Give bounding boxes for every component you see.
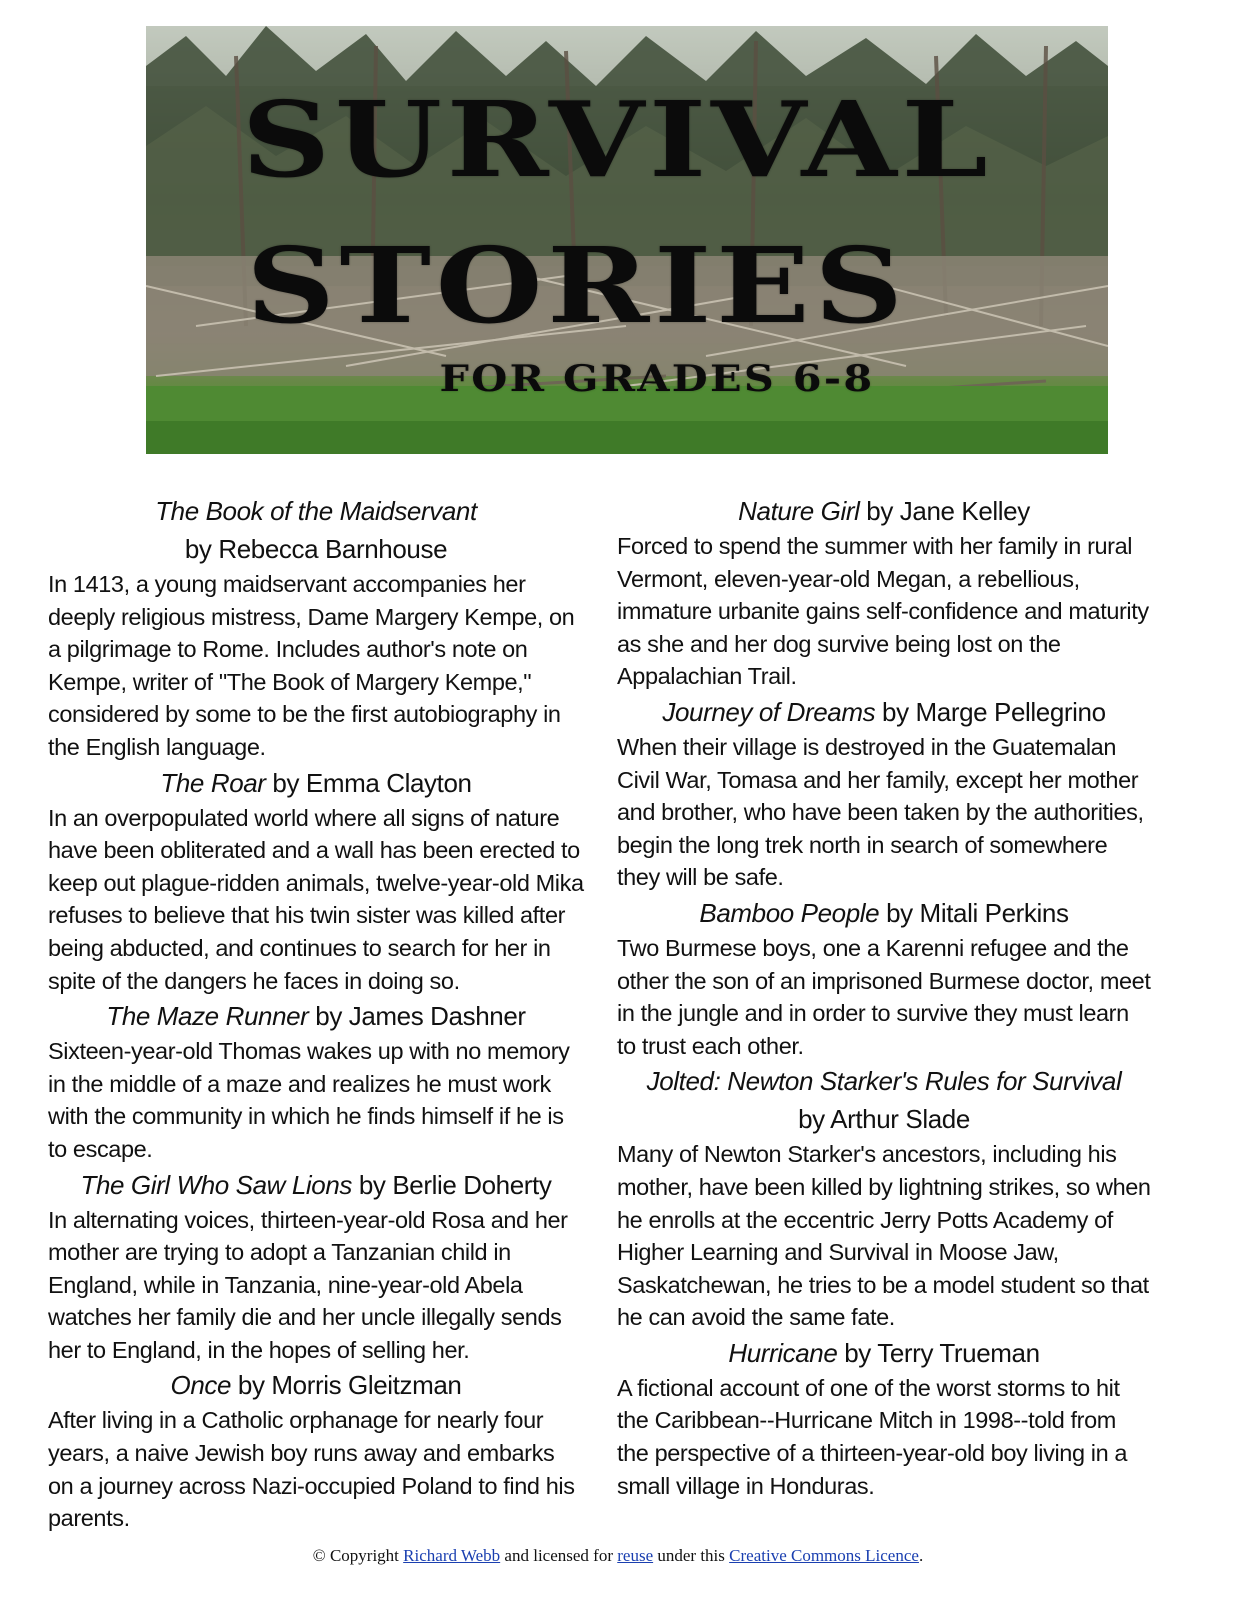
license-link[interactable]: Creative Commons Licence — [729, 1546, 919, 1565]
book-description: In 1413, a young maidservant accompanies her deeply religious mistress, Dame Margery Kempe, on a pilgrimage to Rome. Includes author's note on Kempe, writer of "The Book of Margery Kempe," considered by some to be the first autobiography in the English language. — [48, 571, 575, 760]
footer-text: and licensed for — [504, 1546, 613, 1565]
book-entry — [617, 693, 1151, 894]
book-description: Two Burmese boys, one a Karenni refugee and the other the son of an imprisoned Burmese doctor, meet in the jungle and in order to survive they must learn to trust each other. — [617, 934, 1151, 1059]
copyright-prefix: © Copyright — [312, 1546, 399, 1565]
author-link[interactable]: Richard Webb — [403, 1546, 501, 1565]
book-entry — [48, 997, 584, 1165]
book-entry — [617, 1062, 1151, 1334]
book-description: Many of Newton Starker's ancestors, including his mother, have been killed by lightning strikes, so when he enrolls at the eccentric Jerry Potts Academy of Higher Learning and Survival in Moose Jaw, Saskatchewan, he tries to be a model student so that he can avoid the same fate. — [617, 1141, 1151, 1331]
book-description: When their village is destroyed in the Guatemalan Civil War, Tomasa and her family, except her mother and brother, who have been taken by the authorities, begin the long trek north in search of somewhere they will be safe. — [617, 733, 1144, 891]
book-entry — [48, 1166, 584, 1367]
book-entry — [48, 764, 584, 998]
book-description: Sixteen-year-old Thomas wakes up with no memory in the middle of a maze and realizes he must work with the community in which he finds himself if he is to escape. — [48, 1038, 570, 1162]
book-title: The Book of the Maidservant — [155, 496, 477, 526]
book-author: by Arthur Slade — [798, 1104, 970, 1135]
book-title: Hurricane by Terry Trueman — [728, 1337, 1040, 1368]
right-column — [617, 492, 1151, 1502]
book-entry — [617, 894, 1151, 1062]
book-title: Bamboo People by Mitali Perkins — [699, 897, 1069, 928]
book-title: The Girl Who Saw Lions by Berlie Doherty — [80, 1169, 552, 1200]
reuse-link[interactable]: reuse — [617, 1546, 654, 1565]
book-title: Nature Girl by Jane Kelley — [738, 496, 1030, 526]
footer-suffix: . — [918, 1546, 924, 1565]
book-title: The Roar by Emma Clayton — [160, 767, 472, 798]
book-entry — [617, 1334, 1151, 1502]
book-description: In alternating voices, thirteen-year-old Rosa and her mother are trying to adopt a Tanzanian child in England, while in Tanzania, nine-year-old Abela watches her family die and her uncle illegally sends her to England, in the hopes of selling her. — [48, 1206, 568, 1363]
book-description: A fictional account of one of the worst storms to hit the Caribbean--Hurricane Mitch in 1998--told from the perspective of a thirteen-year-old boy living in a small village in Honduras. — [617, 1374, 1128, 1499]
book-author: by Rebecca Barnhouse — [184, 534, 448, 564]
footer-text: under this — [657, 1546, 725, 1565]
book-description: After living in a Catholic orphanage for nearly four years, a naive Jewish boy runs away and embarks on a journey across Nazi-occupied Poland to find his parents. — [48, 1407, 575, 1532]
banner-title-line2: STORIES — [246, 224, 908, 347]
book-title: Journey of Dreams by Marge Pellegrino — [662, 696, 1106, 727]
book-entry — [48, 492, 584, 764]
left-column — [48, 492, 584, 1535]
book-description: Forced to spend the summer with her family in rural Vermont, eleven-year-old Megan, a rebellious, immature urbanite gains self-confidence and maturity as she and her dog survive being lost on the Appalachian Trail. — [617, 533, 1149, 690]
book-title: The Maze Runner by James Dashner — [106, 1001, 526, 1032]
book-entry — [48, 1366, 584, 1534]
book-entry — [617, 492, 1151, 693]
book-title: Jolted: Newton Starker's Rules for Survival — [646, 1066, 1122, 1097]
book-title: Once by Morris Gleitzman — [170, 1370, 462, 1401]
book-description: In an overpopulated world where all signs of nature have been obliterated and a wall has been erected to keep out plague-ridden animals, twelve-year-old Mika refuses to believe that his twin sister was killed after being abducted, and continues to search for her in spite of the dangers he faces in doing so. — [48, 804, 584, 994]
banner-title-line1: SURVIVAL — [241, 78, 993, 201]
header-banner — [146, 26, 1108, 454]
banner-subtitle: FOR GRADES 6-8 — [439, 358, 875, 400]
copyright-footer — [0, 1546, 1236, 1566]
